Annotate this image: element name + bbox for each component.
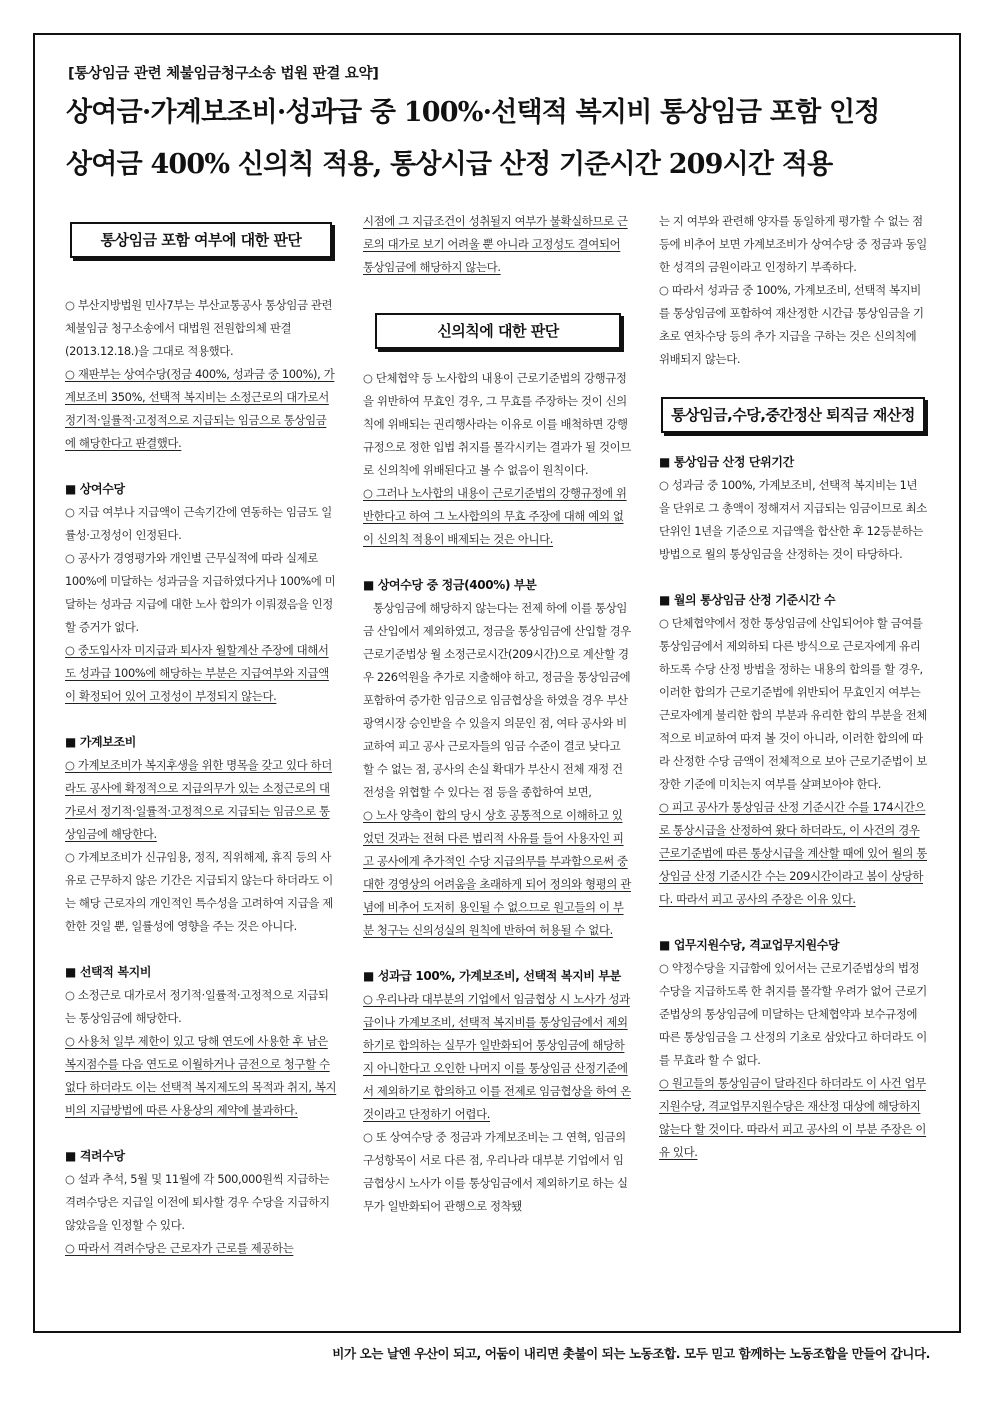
paragraph: ○ 또 상여수당 중 정금과 가계보조비는 그 연혁, 임금의 구성항목이 서로 다른 점, 우리나라 대부분 기업에서 임금협상시 노사가 이를 통상임금에서 제외하기로 하는 실무가 일반화되어 관행으로 정착됐 [363,1130,628,1213]
section-heading: ■ 가계보조비 [65,735,137,749]
paragraph-underlined: ○ 원고들의 통상임금이 달라진다 하더라도 이 사건 업무지원수당, 격교업무지원수당은 재산정 대상에 해당하지 않는다 할 것이다. 따라서 피고 공사의 이 부분 주장은 이유 있다. [659,1076,927,1159]
footer-slogan: 비가 오는 날엔 우산이 되고, 어둠이 내리면 촛불이 되는 노동조합. 모두 믿고 함께하는 노동조합을 만들어 갑니다. [332,1346,930,1361]
paragraph: ○ 약정수당을 지급함에 있어서는 근로기준법상의 법정수당을 지급하도록 한 취지를 몰각할 우려가 없어 근로기준법상의 통상임금에 미달하는 단체협약과 보수규정에 따른 통상임금을 그 산정의 기초로 삼았다고 하더라도 이를 무효라 할 수 없다. [659,961,927,1067]
section-heading: ■ 업무지원수당, 격교업무지원수당 [659,938,840,952]
column-3 [659,210,927,1164]
paragraph-underlined: 시점에 그 지급조건이 성취될지 여부가 불확실하므로 근로의 대가로 보기 어려울 뿐 아니라 고정성도 결여되어 통상임금에 해당하지 않는다. [363,214,628,274]
paragraph: ○ 따라서 성과금 중 100%, 가계보조비, 선택적 복지비를 통상임금에 포함하여 재산정한 시간급 통상임금을 기초로 연차수당 등의 추가 지급을 구하는 것은 신의칙에 위배되지 않는다. [659,283,924,366]
paragraph: ○ 설과 추석, 5월 및 11월에 각 500,000원씩 지급하는 격려수당은 지급일 이전에 퇴사할 경우 수당을 지급하지 않았음을 인정할 수 있다. [65,1172,330,1232]
headline-2: 상여금 400% 신의칙 적용, 통상시급 산정 기준시간 209시간 적용 [66,149,833,180]
column-2 [363,210,633,1218]
paragraph-underlined: ○ 피고 공사가 통상임금 산정 기준시간 수를 174시간으로 통상시급을 산정하여 왔다 하더라도, 이 사건의 경우 근로기준법에 따른 통상시급을 계산할 때에 있어 월의 통상임금 산정 기준시간 수는 209시간이라고 봄이 상당하다. 따라서 피고 공사의 주장은 이유 있다. [659,800,927,906]
kicker: [통상임금 관련 체불임금청구소송 법원 판결 요약] [68,66,379,82]
paragraph: ○ 소정근로 대가로서 정기적·일률적·고정적으로 지급되는 통상임금에 해당한다. [65,988,329,1025]
section-heading: ■ 상여수당 [65,482,125,496]
section-heading: ■ 선택적 복지비 [65,965,152,979]
section-heading: ■ 격려수당 [65,1149,125,1163]
section-heading: ■ 월의 통상임금 산정 기준시간 수 [659,593,836,607]
paragraph-underlined: ○ 가계보조비가 복지후생을 위한 명목을 갖고 있다 하더라도 공사에 확정적으로 지급의무가 있는 소정근로의 대가로서 정기적·일률적·고정적으로 지급되는 임금으로 통상임금에 해당한다. [65,758,332,841]
section-box-title: 신의칙에 대한 판단 [375,313,621,349]
paragraph-underlined: ○ 노사 양측이 합의 당시 상호 공통적으로 이해하고 있었던 것과는 전혀 다른 법리적 사유를 들어 사용자인 피고 공사에게 추가적인 수당 지급의무를 부과함으로써 중대한 경영상의 어려움을 초래하게 되어 정의와 형평의 관념에 비추어 도저히 용인될 수 없으므로 원고들의 이 부분 청구는 신의성실의 원칙에 반하여 허용될 수 없다. [363,808,631,937]
section-heading: ■ 성과급 100%, 가계보조비, 선택적 복지비 부분 [363,969,621,983]
paragraph-underlined: ○ 그러나 노사합의 내용이 근로기준법의 강행규정에 위반한다고 하여 그 노사합의의 무효 주장에 대해 예외 없이 신의칙 적용이 배제되는 것은 아니다. [363,486,627,546]
paragraph: ○ 단체협약 등 노사합의 내용이 근로기준법의 강행규정을 위반하여 무효인 경우, 그 무효를 주장하는 것이 신의칙에 위배되는 권리행사라는 이유로 이를 배척하면 강행규정으로 정한 입법 취지를 몰각시키는 결과가 될 것이므로 신의칙에 위배된다고 볼 수 없음이 원칙이다. [363,371,631,477]
section-heading: ■ 상여수당 중 정금(400%) 부분 [363,578,537,592]
paragraph-underlined: ○ 재판부는 상여수당(정금 400%, 성과금 중 100%), 가계보조비 350%, 선택적 복지비는 소정근로의 대가로서 정기적·일률적·고정적으로 지급되는 임금으로 통상임금에 해당한다고 판결했다. [65,367,335,450]
paragraph: 통상임금에 해당하지 않는다는 전제 하에 이를 통상임금 산입에서 제외하였고, 정금을 통상임금에 산입할 경우 근로기준법상 월 소정근로시간(209시간)으로 계산할 경우 226억원을 추가로 지출해야 하고, 정금을 통상임금에 포함하여 증가한 임금으로 임금협상을 하였을 경우 부산광역시장 승인받을 수 있을지 의문인 점, 여타 공사와 비교하여 피고 공사 근로자들의 임금 수준이 결코 낮다고 할 수 없는 점, 공사의 손실 확대가 부산시 전체 재정 건전성을 위협할 수 있다는 점 등을 종합하여 보면, [363,601,631,799]
headline-1: 상여금·가계보조비·성과급 중 100%·선택적 복지비 통상임금 포함 인정 [66,97,880,128]
paragraph: 는 지 여부와 관련해 양자를 동일하게 평가할 수 없는 점 등에 비추어 보면 가계보조비가 상여수당 중 정금과 동일한 성격의 금원이라고 인정하기 부족하다. [659,214,927,274]
paragraph-underlined: ○ 중도입사자 미지급과 퇴사자 월할계산 주장에 대해서도 성과급 100%에 해당하는 부분은 지급여부와 지급액이 확정되어 있어 고정성이 부정되지 않는다. [65,643,329,703]
section-heading: ■ 통상임금 산정 단위기간 [659,455,794,469]
paragraph: ○ 성과금 중 100%, 가계보조비, 선택적 복지비는 1년을 단위로 그 총액이 정해져서 지급되는 임금이므로 최소 단위인 1년을 기준으로 지급액을 합산한 후 12등분하는 방법으로 월의 통상임금을 산정하는 것이 타당하다. [659,478,927,561]
paragraph-underlined: ○ 사용처 일부 제한이 있고 당해 연도에 사용한 후 남은 복지점수를 다음 연도로 이월하거나 금전으로 청구할 수 없다 하더라도 이는 선택적 복지제도의 목적과 취지, 복지비의 지급방법에 따른 사용상의 제약에 불과하다. [65,1034,337,1117]
paragraph-underlined: ○ 우리나라 대부분의 기업에서 임금협상 시 노사가 성과급이나 가계보조비, 선택적 복지비를 통상임금에서 제외하기로 합의하는 실무가 일반화되어 통상임금에 해당하지 아니한다고 오인한 나머지 이를 통상임금 산정기준에서 제외하기로 합의하고 이를 전제로 임금협상을 하여 온 것이라고 단정하기 어렵다. [363,992,631,1121]
paragraph: ○ 단체협약에서 정한 통상임금에 산입되어야 할 금여를 통상임금에서 제외하되 다른 방식으로 근로자에게 유리하도록 수당 산정 방법을 정하는 내용의 합의를 할 경우, 이러한 합의가 근로기준법에 위반되어 무효인지 여부는 근로자에게 불리한 합의 부분과 유리한 합의 부분을 전체적으로 비교하여 따져 볼 것이 아니라, 이러한 합의에 따라 산정한 수당 금액이 전체적으로 보아 근로기준법이 보장한 기준에 미치는지 여부를 살펴보아야 한다. [659,616,927,791]
section-box-title: 통상임금 포함 여부에 대한 판단 [70,222,332,258]
paragraph: ○ 부산지방법원 민사7부는 부산교통공사 통상임금 관련 체불임금 청구소송에서 대법원 전원합의체 판결(2013.12.18.)을 그대로 적용했다. [65,298,333,358]
section-box-title: 통상임금,수당,중간정산 퇴직금 재산정 [661,397,925,433]
paragraph: ○ 가계보조비가 신규임용, 정직, 직위해제, 휴직 등의 사유로 근무하지 않은 기간은 지급되지 않는다 하더라도 이는 해당 근로자의 개인적인 특수성을 고려하여 지급을 제한한 것일 뿐, 일률성에 영향을 주는 것은 아니다. [65,850,333,933]
paragraph: ○ 공사가 경영평가와 개인별 근무실적에 따라 실제로 100%에 미달하는 성과금을 지급하였다거나 100%에 미달하는 성과금 지급에 대한 노사 합의가 이뤄졌음을 인정할 증거가 없다. [65,551,336,634]
paragraph: ○ 지급 여부나 지급액이 근속기간에 연동하는 임금도 일률성·고정성이 인정된다. [65,505,332,542]
column-1 [65,210,337,1260]
paragraph-underlined: ○ 따라서 격려수당은 근로자가 근로를 제공하는 [65,1241,294,1255]
